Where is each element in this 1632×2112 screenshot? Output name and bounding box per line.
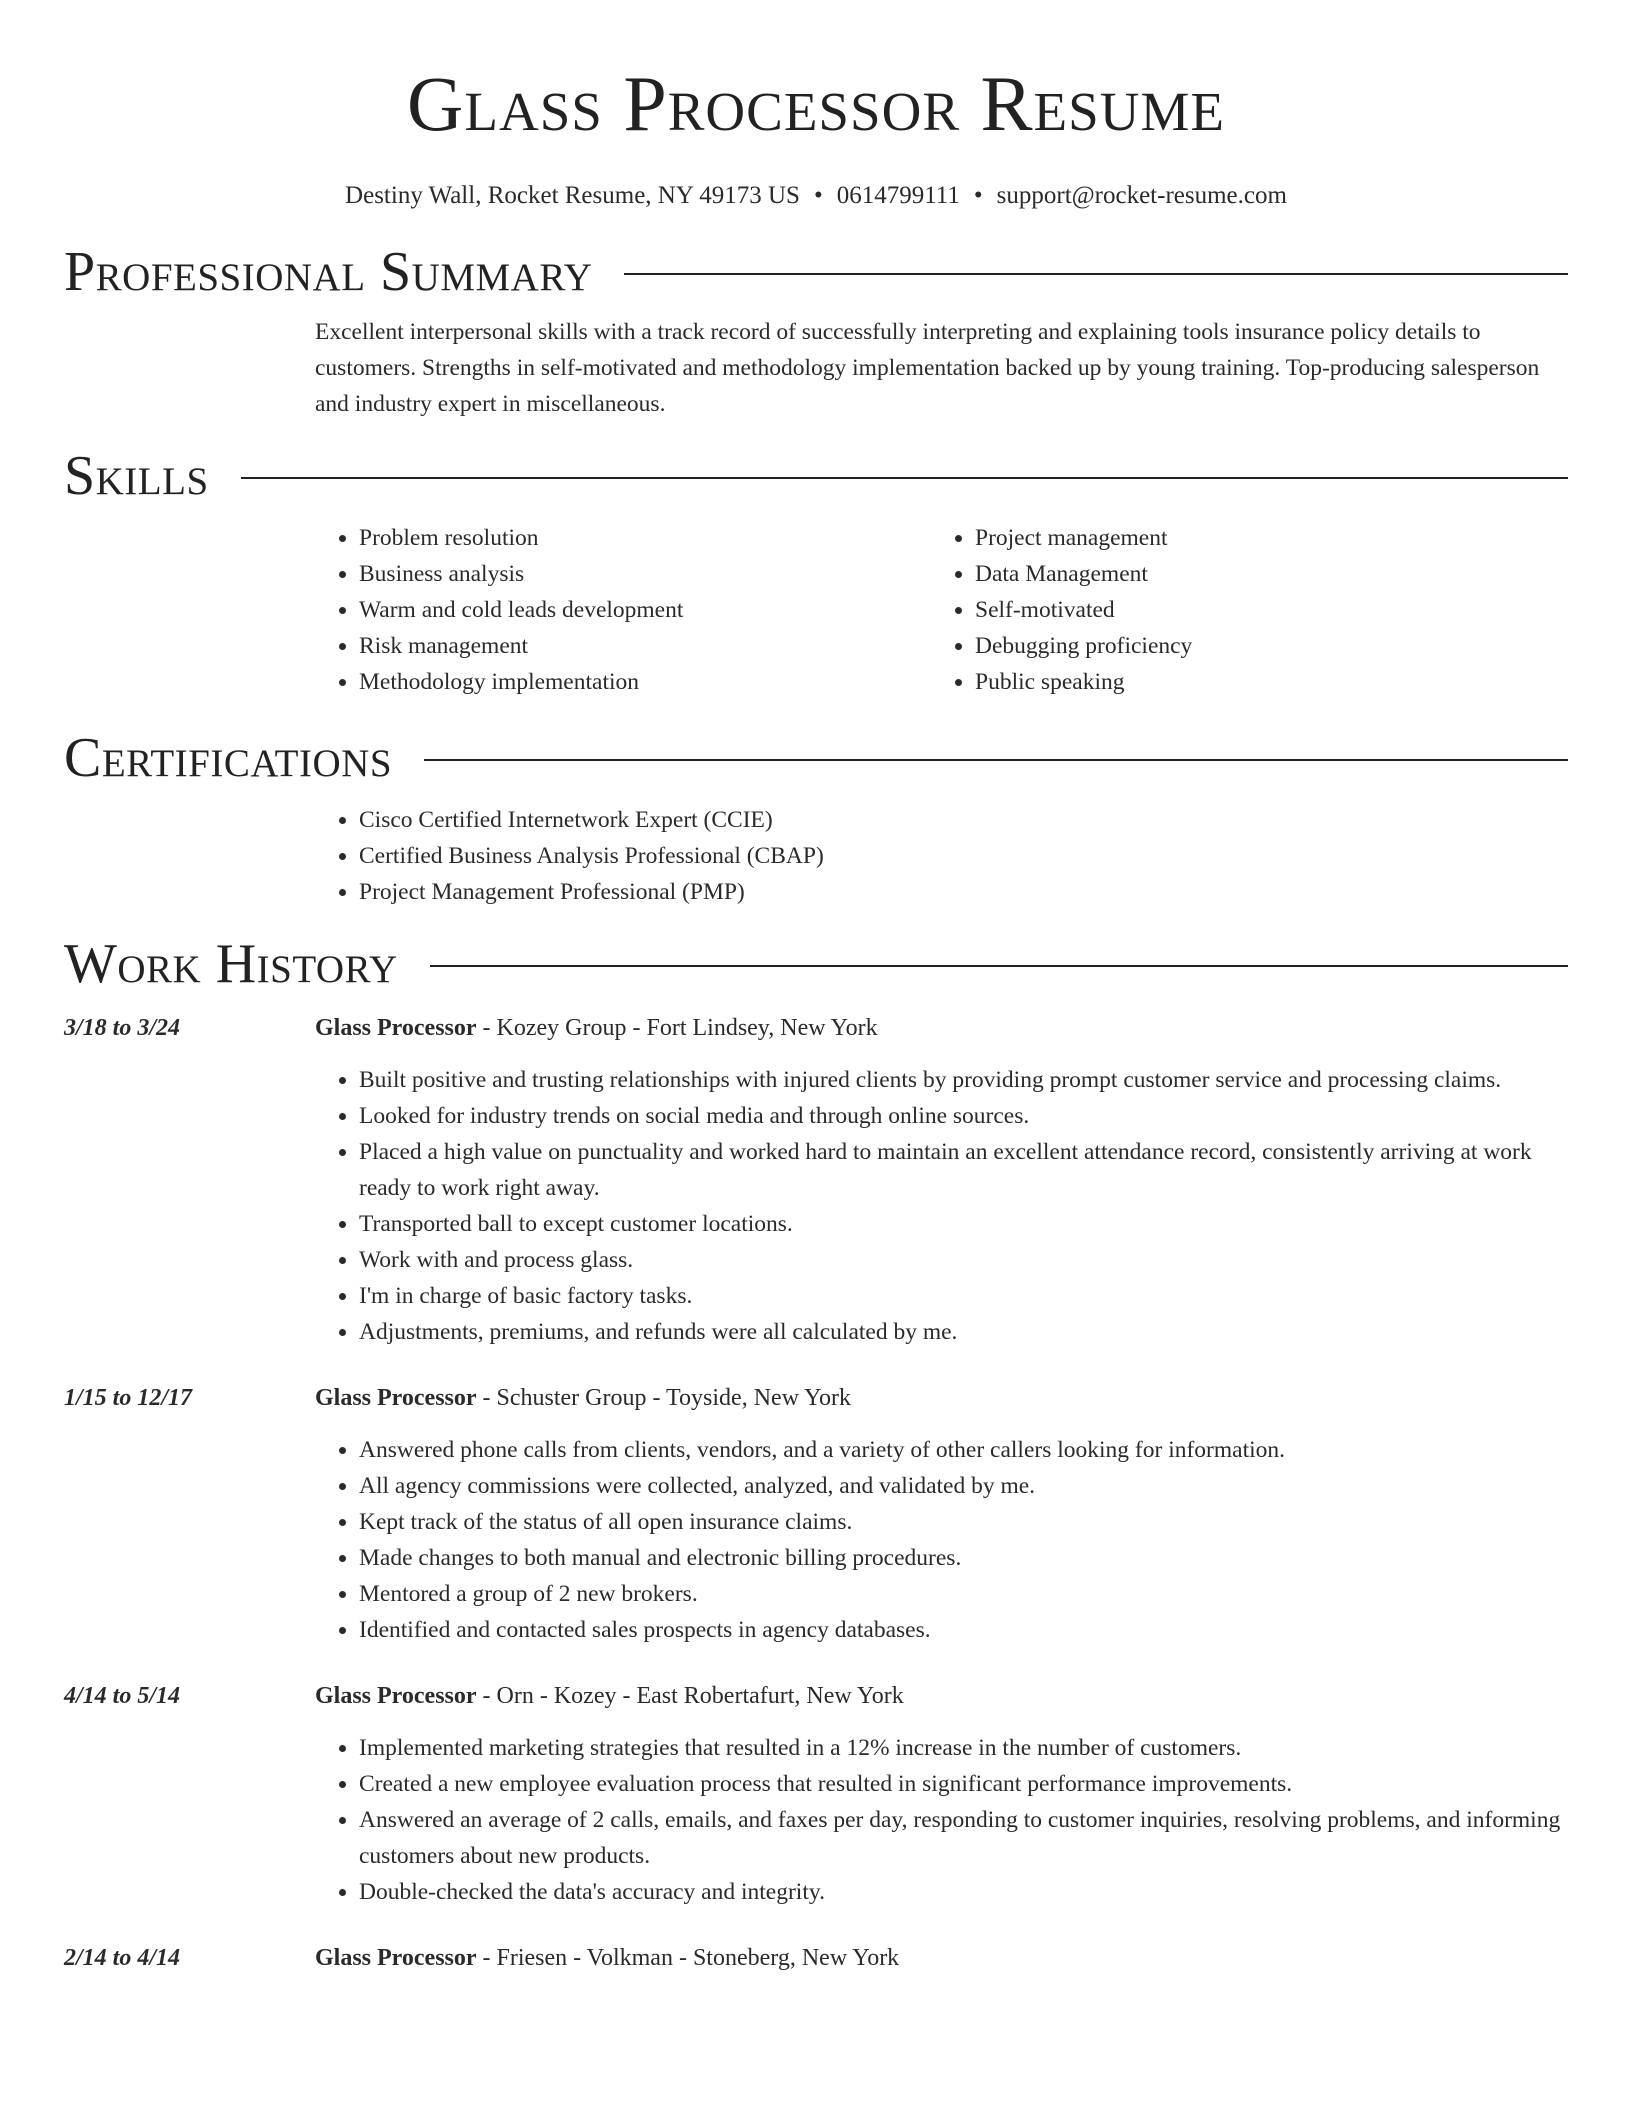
skills-heading: Skills bbox=[64, 445, 209, 507]
skill-item: • Self-motivated bbox=[975, 592, 1547, 628]
job-title: Glass Processor bbox=[315, 1015, 477, 1041]
job-bullet: • Made changes to both manual and electronic billing procedures. bbox=[359, 1540, 1568, 1576]
certifications-section-header bbox=[64, 726, 1568, 790]
contact-phone: 0614799111 bbox=[836, 182, 960, 209]
job-bullet: • Implemented marketing strategies that resulted in a 12% increase in the number of customers. bbox=[359, 1730, 1568, 1766]
job-heading bbox=[315, 1010, 1568, 1046]
job-title: Glass Processor bbox=[315, 1945, 477, 1971]
job-bullet: • Answered an average of 2 calls, emails, and faxes per day, responding to customer inquiries, resolving problems, and informing customers about new products. bbox=[359, 1802, 1568, 1874]
job-employer: - Schuster Group - Toyside, New York bbox=[476, 1385, 852, 1411]
work-history-section-header bbox=[64, 932, 1568, 996]
job-entry bbox=[64, 1380, 1568, 1648]
skill-item: • Business analysis bbox=[359, 556, 931, 592]
certification-item: • Project Management Professional (PMP) bbox=[359, 874, 1568, 910]
contact-email: support@rocket-resume.com bbox=[996, 182, 1287, 209]
job-bullet: • All agency commissions were collected, analyzed, and validated by me. bbox=[359, 1468, 1568, 1504]
job-dates: 1/15 to 12/17 bbox=[64, 1385, 193, 1411]
job-bullet: • Created a new employee evaluation process that resulted in significant performance improvements. bbox=[359, 1766, 1568, 1802]
section-divider bbox=[624, 273, 1568, 275]
certification-item: • Certified Business Analysis Professional (CBAP) bbox=[359, 838, 1568, 874]
skills-section-header bbox=[64, 444, 1568, 508]
job-detail bbox=[315, 1678, 1568, 1910]
skills-grid bbox=[315, 520, 1568, 700]
resume-title: Glass Processor Resume bbox=[407, 60, 1225, 147]
summary-section-header bbox=[64, 240, 1568, 304]
job-employer: - Friesen - Volkman - Stoneberg, New York bbox=[476, 1945, 900, 1971]
job-dates: 3/18 to 3/24 bbox=[64, 1015, 181, 1041]
certifications-list bbox=[315, 802, 1568, 910]
skills-column-right bbox=[931, 520, 1547, 700]
summary-text: Excellent interpersonal skills with a track record of successfully interpreting and explaining tools insurance policy details to customers. Strengths in self-motivated and methodology implementation backed up by young training. Top-producing salesperson and industry expert in miscellaneous. bbox=[315, 319, 1540, 417]
job-entry bbox=[64, 1678, 1568, 1910]
job-bullet: • Double-checked the data's accuracy and integrity. bbox=[359, 1874, 1568, 1910]
job-heading bbox=[315, 1678, 1568, 1714]
job-dates: 2/14 to 4/14 bbox=[64, 1945, 181, 1971]
contact-name-address: Destiny Wall, Rocket Resume, NY 49173 US bbox=[345, 182, 800, 209]
contact-separator: • bbox=[973, 182, 983, 209]
skill-item: • Debugging proficiency bbox=[975, 628, 1547, 664]
job-detail bbox=[315, 1010, 1568, 1350]
job-bullet: • Adjustments, premiums, and refunds were all calculated by me. bbox=[359, 1314, 1568, 1350]
job-bullet: • Kept track of the status of all open insurance claims. bbox=[359, 1504, 1568, 1540]
summary-heading: Professional Summary bbox=[64, 241, 593, 303]
section-divider bbox=[241, 477, 1568, 479]
contact-separator: • bbox=[813, 182, 823, 209]
job-bullet: • Placed a high value on punctuality and worked hard to maintain an excellent attendance record, consistently arriving at work ready to work right away. bbox=[359, 1134, 1568, 1206]
job-heading bbox=[315, 1940, 1568, 1976]
job-title: Glass Processor bbox=[315, 1683, 477, 1709]
job-title: Glass Processor bbox=[315, 1385, 477, 1411]
skill-item: • Methodology implementation bbox=[359, 664, 931, 700]
job-detail bbox=[315, 1380, 1568, 1648]
job-detail bbox=[315, 1940, 1568, 1976]
skill-item: • Project management bbox=[975, 520, 1547, 556]
skill-item: • Data Management bbox=[975, 556, 1547, 592]
skill-item: • Risk management bbox=[359, 628, 931, 664]
job-bullet: • Work with and process glass. bbox=[359, 1242, 1568, 1278]
job-employer: - Orn - Kozey - East Robertafurt, New York bbox=[476, 1683, 904, 1709]
job-employer: - Kozey Group - Fort Lindsey, New York bbox=[476, 1015, 878, 1041]
skills-column-left bbox=[315, 520, 931, 700]
skill-item: • Problem resolution bbox=[359, 520, 931, 556]
certification-item: • Cisco Certified Internetwork Expert (CCIE) bbox=[359, 802, 1568, 838]
job-entry bbox=[64, 1010, 1568, 1350]
job-dates: 4/14 to 5/14 bbox=[64, 1683, 181, 1709]
job-bullet: • Mentored a group of 2 new brokers. bbox=[359, 1576, 1568, 1612]
job-bullet: • I'm in charge of basic factory tasks. bbox=[359, 1278, 1568, 1314]
job-bullet: • Looked for industry trends on social media and through online sources. bbox=[359, 1098, 1568, 1134]
skill-item: • Public speaking bbox=[975, 664, 1547, 700]
section-divider bbox=[424, 759, 1568, 761]
skill-item: • Warm and cold leads development bbox=[359, 592, 931, 628]
contact-line bbox=[64, 182, 1568, 210]
work-history-heading: Work History bbox=[64, 933, 398, 995]
job-bullet: • Transported ball to except customer locations. bbox=[359, 1206, 1568, 1242]
job-entry bbox=[64, 1940, 1568, 1976]
job-heading bbox=[315, 1380, 1568, 1416]
job-bullet: • Built positive and trusting relationships with injured clients by providing prompt customer service and processing claims. bbox=[359, 1062, 1568, 1098]
job-bullet: • Identified and contacted sales prospects in agency databases. bbox=[359, 1612, 1568, 1648]
certifications-heading: Certifications bbox=[64, 727, 393, 789]
job-bullet: • Answered phone calls from clients, vendors, and a variety of other callers looking for information. bbox=[359, 1432, 1568, 1468]
section-divider bbox=[430, 965, 1568, 967]
